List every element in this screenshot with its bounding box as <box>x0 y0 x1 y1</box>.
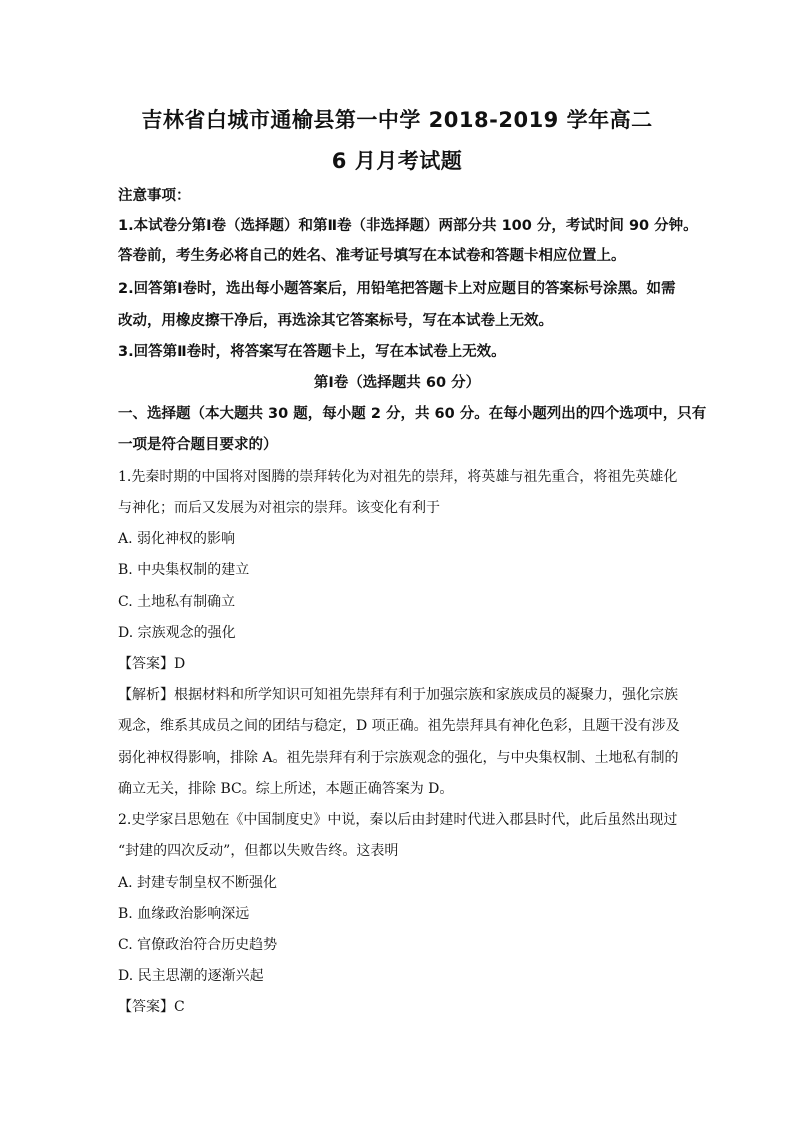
analysis-line: 【解析】根据材料和所学知识可知祖先崇拜有利于加强宗族和家族成员的凝聚力，强化宗族 <box>118 687 678 703</box>
answer-label: 【答案】C <box>118 999 185 1015</box>
notes-line: 3.回答第Ⅱ卷时，将答案写在答题卡上，写在本试卷上无效。 <box>118 344 506 360</box>
section-instruction: 一、选择题（本大题共 30 题，每小题 2 分，共 60 分。在每小题列出的四个选项中，只有 <box>118 406 707 422</box>
question-stem: 与神化；而后又发展为对祖宗的崇拜。该变化有利于 <box>118 500 440 516</box>
section-title: 第Ⅰ卷（选择题共 60 分） <box>313 375 481 391</box>
option-a: A. 封建专制皇权不断强化 <box>118 875 278 891</box>
question-stem: “封建的四次反动”，但都以失败告终。这表明 <box>118 843 399 859</box>
page-subtitle: 6 月月考试题 <box>331 149 463 173</box>
notes-heading: 注意事项： <box>118 188 191 204</box>
option-b: B. 中央集权制的建立 <box>118 562 250 578</box>
option-c: C. 土地私有制确立 <box>118 594 236 610</box>
question-stem: 1.先秦时期的中国将对图腾的崇拜转化为对祖先的崇拜，将英雄与祖先重合，将祖先英雄化 <box>118 469 678 485</box>
option-c: C. 官僚政治符合历史趋势 <box>118 937 278 953</box>
option-d: D. 宗族观念的强化 <box>118 625 236 641</box>
notes-line: 答卷前，考生务必将自己的姓名、准考证号填写在本试卷和答题卡相应位置上。 <box>118 248 626 264</box>
notes-line: 1.本试卷分第Ⅰ卷（选择题）和第Ⅱ卷（非选择题）两部分共 100 分，考试时间 90 分钟。 <box>118 218 698 234</box>
notes-line: 改动，用橡皮擦干净后，再选涂其它答案标号，写在本试卷上无效。 <box>118 313 553 329</box>
question-stem: 2.史学家吕思勉在《中国制度史》中说，秦以后由封建时代进入郡县时代，此后虽然出现过 <box>118 812 678 828</box>
option-b: B. 血缘政治影响深远 <box>118 906 250 922</box>
answer-label: 【答案】D <box>118 656 186 672</box>
page-title: 吉林省白城市通榆县第一中学 2018-2019 学年高二 <box>141 108 653 132</box>
option-a: A. 弱化神权的影响 <box>118 531 236 547</box>
section-instruction: 一项是符合题目要求的） <box>118 437 278 453</box>
option-d: D. 民主思潮的逐渐兴起 <box>118 968 264 984</box>
notes-line: 2.回答第Ⅰ卷时，选出每小题答案后，用铅笔把答题卡上对应题目的答案标号涂黑。如需 <box>118 281 676 297</box>
analysis-line: 弱化神权得影响，排除 A。祖先崇拜有利于宗族观念的强化，与中央集权制、土地私有制的 <box>118 750 679 766</box>
analysis-line: 观念，维系其成员之间的团结与稳定，D 项正确。祖先崇拜具有神化色彩，且题干没有涉及 <box>118 718 680 734</box>
analysis-line: 确立无关，排除 BC。综上所述，本题正确答案为 D。 <box>118 781 454 797</box>
